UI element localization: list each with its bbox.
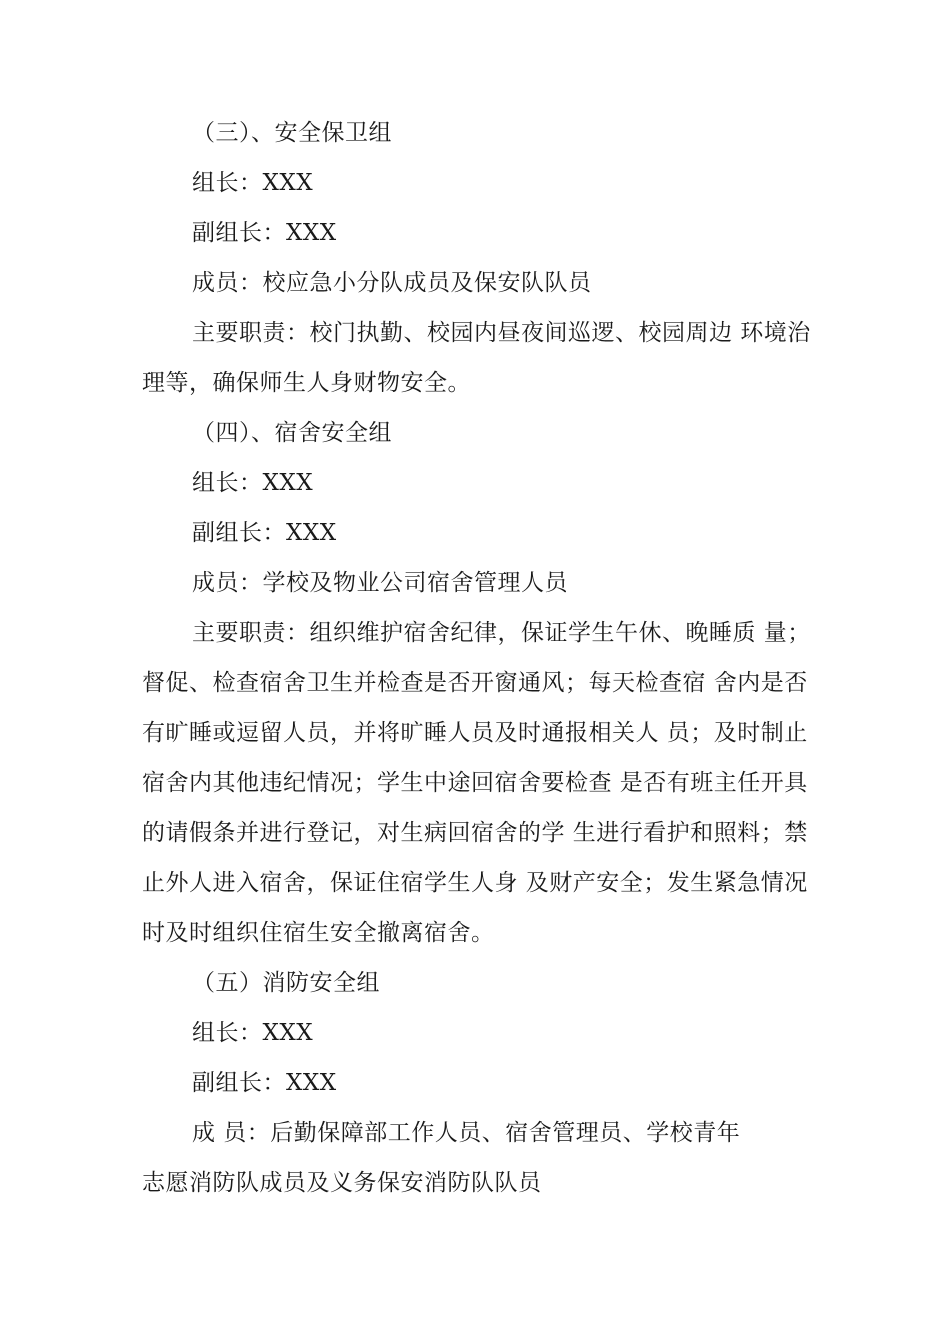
deputy-leader-line: 副组长：XXX <box>192 520 337 546</box>
duties-line: 主要职责：组织维护宿舍纪律，保证学生午休、晚睡质 量； <box>192 620 811 646</box>
duties-line: 宿舍内其他违纪情况；学生中途回宿舍要检查 是否有班主任开具 <box>142 770 808 796</box>
section-heading: （三）、安全保卫组 <box>192 120 392 146</box>
members-line: 成员：学校及物业公司宿舍管理人员 <box>192 570 568 596</box>
section-heading: （五）消防安全组 <box>192 970 380 996</box>
duties-line: 的请假条并进行登记，对生病回宿舍的学 生进行看护和照料；禁 <box>142 820 808 846</box>
deputy-leader-line: 副组长：XXX <box>192 1070 337 1096</box>
duties-line: 主要职责：校门执勤、校园内昼夜间巡逻、校园周边 环境治 <box>192 320 811 346</box>
duties-line: 时及时组织住宿生安全撤离宿舍。 <box>142 920 495 946</box>
members-line: 成员：校应急小分队成员及保安队队员 <box>192 270 592 296</box>
leader-line: 组长：XXX <box>192 1020 314 1046</box>
leader-line: 组长：XXX <box>192 170 314 196</box>
duties-line: 有旷睡或逗留人员，并将旷睡人员及时通报相关人 员；及时制止 <box>142 720 808 746</box>
duties-line: 督促、检查宿舍卫生并检查是否开窗通风；每天检查宿 舍内是否 <box>142 670 808 696</box>
leader-line: 组长：XXX <box>192 470 314 496</box>
duties-line: 理等，确保师生人身财物安全。 <box>142 370 471 396</box>
members-line: 成 员：后勤保障部工作人员、宿舍管理员、学校青年 <box>192 1120 741 1146</box>
deputy-leader-line: 副组长：XXX <box>192 220 337 246</box>
section-heading: （四）、宿舍安全组 <box>192 420 392 446</box>
duties-line: 止外人进入宿舍，保证住宿学生人身 及财产安全；发生紧急情况 <box>142 870 808 896</box>
members-line: 志愿消防队成员及义务保安消防队队员 <box>142 1170 542 1196</box>
